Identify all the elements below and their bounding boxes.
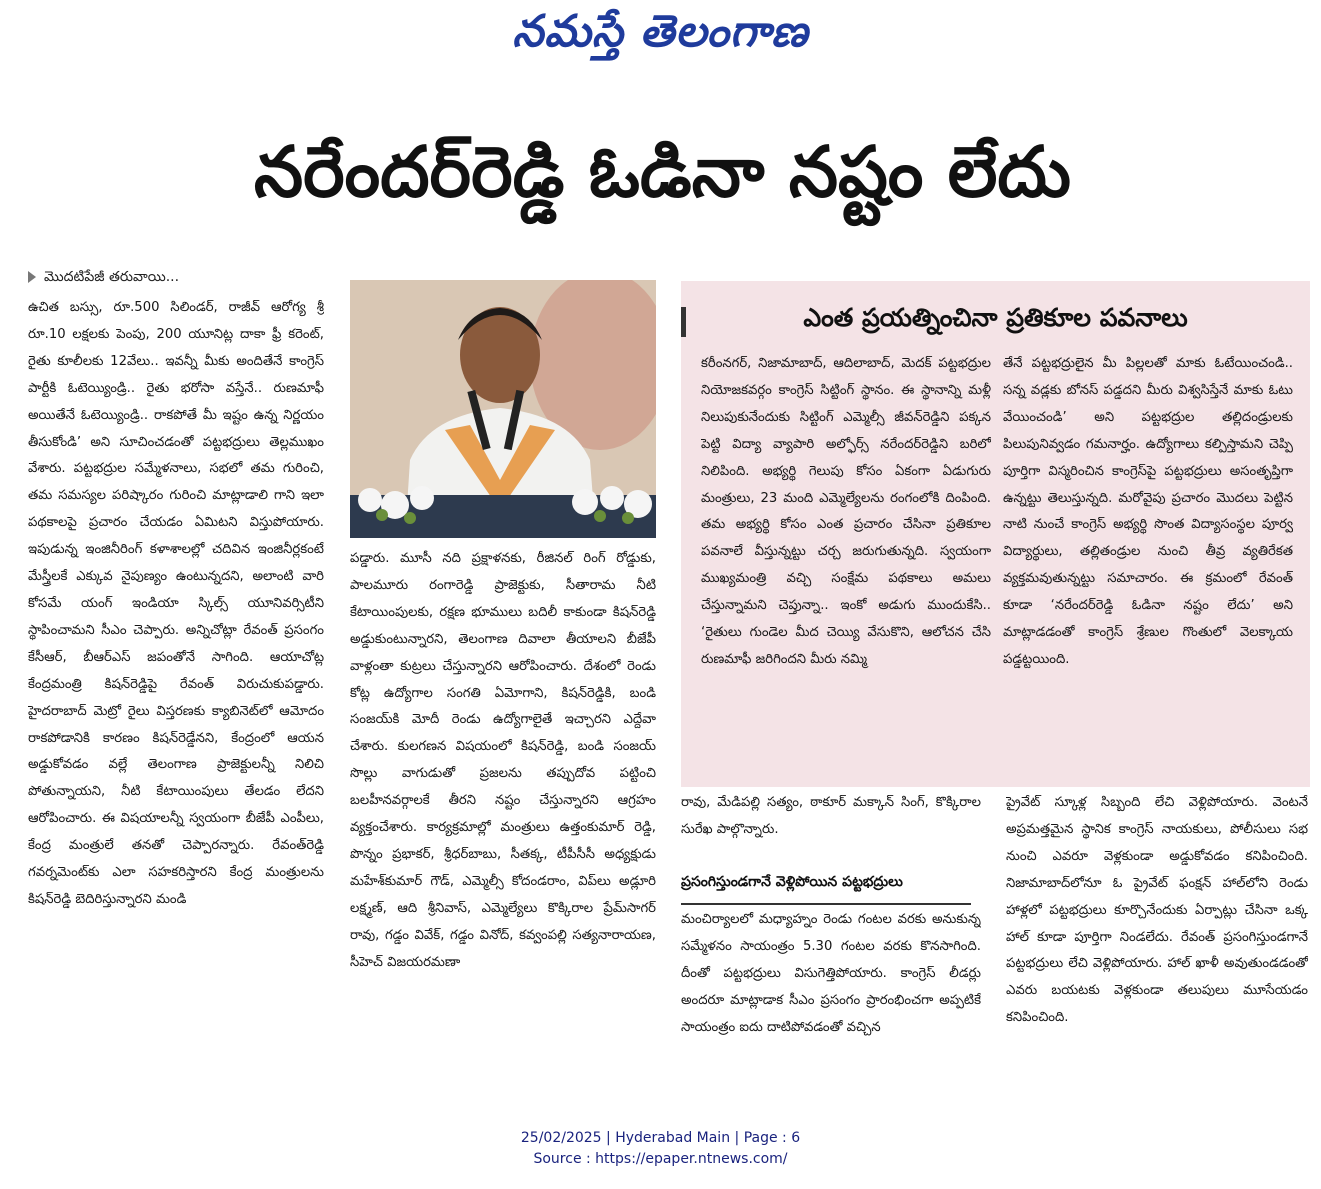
sidebar-story-title: ఎంత ప్రయత్నించినా ప్రతికూల పవనాలు [681,303,1310,339]
sidebar-column-1-text: కరీంనగర్, నిజామాబాద్, ఆదిలాబాద్, మెదక్ పట్టభద్రుల నియోజకవర్గం కాంగ్రెస్ సిట్టింగ్ స్థానం. ఈ స్థానాన్ని మళ్లీ నిలుపుకునేందుకు సిట్టింగ్ ఎమ్మెల్సీ జీవన్‌రెడ్డిని పక్కన పెట్టి విద్యా వ్యాపారి అల్ఫోర్స్ నరేందర్‌రెడ్డిని బరిలో నిలిపింది. అభ్యర్థి గెలుపు కోసం ఏకంగా ఏడుగురు మంత్రులు, 23 మంది ఎమ్మెల్యేలను రంగంలోకి దింపింది. తమ అభ్యర్థి కోసం ఎంత ప్రచారం చేసినా ప్రతికూల పవనాలే వీస్తున్నట్టు చర్చ జరుగుతున్నది. స్వయంగా ముఖ్యమంత్రి వచ్చి సంక్షేమ పథకాలు అమలు చేస్తున్నామని చెప్తున్నా.. ఇంకో అడుగు ముందుకేసి.. ‘రైతులు గుండెల మీద చెయ్యి వేసుకొని, ఆలోచన చేసి రుణమాఫీ జరిగిందని మీరు నమ్మి [701,356,991,667]
speaker-photo-illustration [350,280,656,538]
continued-from-front-page [28,269,179,288]
footer [0,1128,1321,1170]
masthead: నమస్తే తెలంగాణ [512,6,809,57]
article-column-3-bottom [681,907,981,1110]
sidebar-story-box [681,281,1310,787]
sub-heading-text: ప్రసంగిస్తుండగానే వెళ్లిపోయిన పట్టభద్రులు [681,874,903,890]
kicker-text: మొదటిపేజీ తరువాయి... [44,269,180,285]
column-1-text: ఉచిత బస్సు, రూ.500 సిలిండర్, రాజీవ్ ఆరోగ్య శ్రీ రూ.10 లక్షలకు పెంపు, 200 యూనిట్ల దాకా ఫ్రీ కరెంట్, రైతు కూలీలకు 12వేలు.. ఇవన్నీ మీకు అందితేనే కాంగ్రెస్ పార్టీకి ఓటెయ్యిండ్రి.. రైతు భరోసా వస్తేనే.. రుణమాఫీ అయితేనే ఓటెయ్యిండ్రి.. రాకపోతే మీ ఇష్టం ఉన్న నిర్ణయం తీసుకోండి’ అని సూచించడంతో పట్టభద్రులు తెల్లముఖం వేశారు. పట్టభద్రుల సమ్మేళనాలు, సభలో తమ గురించి, తమ సమస్యల పరిష్కారం గురించి మాట్లాడాలి గాని ఇలా పథకాలపై ప్రచారం చేయడం ఏమిటని విస్తుపోయారు. ఇపుడున్న ఇంజినీరింగ్ కళాశాలల్లో చదివిన ఇంజినీర్లకంటే మేస్త్రీలకే ఎక్కువ నైపుణ్యం ఉంటున్నదని, అలాంటి వారి కోసమే యంగ్ ఇండియా స్కిల్స్ యూనివర్సిటీని స్థాపించామని సీఎం చెప్పారు. అన్నిచోట్లా రేవంత్ ప్రసంగం కేసీఆర్, బీఆర్ఎస్ జపంతోనే సాగింది. ఆయాచోట్ల కేంద్రమంత్రి కిషన్‌రెడ్డిపై రేవంత్ విరుచుకుపడ్డారు. హైదరాబాద్ మెట్రో రైలు విస్తరణకు క్యాబినెట్‌లో ఆమోదం రాకపోడానికి కారణం కిషన్‌రెడ్డేనని, కేంద్రంలో ఆయన అడ్డుకోవడం వల్లే తెలంగాణ ప్రాజెక్టులన్నీ నిలిచి పోతున్నాయని, నీటి కేటాయింపులు తేలడం లేదని ఆరోపించారు. ఈ విషయాలన్నీ స్వయంగా బీజేపీ ఎంపీలు, కేంద్ర మంత్రులే తనతో చెప్పారన్నారు. రేవంత్‌రెడ్డి గవర్నమెంట్‌కు ఎలా సహకరిస్తారని కేంద్ర మంత్రులను కిషన్‌రెడ్డి బెదిరిస్తున్నారని మండి [28,300,324,907]
article-column-1 [28,295,324,1110]
sidebar-story-column-1 [701,351,991,781]
footer-date-edition: 25/02/2025 | Hyderabad Main | Page : 6 [520,1130,801,1146]
column-3-bottom-text: మంచిర్యాలలో మధ్యాహ్నం రెండు గంటల వరకు అనుకున్న సమ్మేళనం సాయంత్రం 5.30 గంటల వరకు కొనసాగింది. దీంతో పట్టభద్రులు విసుగెత్తిపోయారు. కాంగ్రెస్ లీడర్లు అందరూ మాట్లాడాక సీఎం ప్రసంగం ప్రారంభించగా అప్పటికే సాయంత్రం ఐదు దాటిపోవడంతో వచ్చిన [681,912,981,1035]
sidebar-story-column-2 [1003,351,1293,781]
column-2-text: పడ్డారు. మూసీ నది ప్రక్షాళనకు, రీజినల్ రింగ్ రోడ్డుకు, పాలమూరు రంగారెడ్డి ప్రాజెక్టుకు, సీతారామ నీటి కేటాయింపులకు, రక్షణ భూములు బదిలీ కాకుండా కిషన్‌రెడ్డి అడ్డుకుంటున్నారని, తెలంగాణ దివాలా తీయాలని బీజేపీ వాళ్లంతా కుట్రలు చేస్తున్నారని ఆరోపించారు. దేశంలో రెండు కోట్ల ఉద్యోగాల సంగతి ఏమోగాని, కిషన్‌రెడ్డికి, బండి సంజయ్‌కి మోదీ రెండు ఉద్యోగాలైతే ఇచ్చారని ఎద్దేవా చేశారు. కులగణన విషయంలో కిషన్‌రెడ్డి, బండి సంజయ్ సొల్లు వాగుడుతో ప్రజలను తప్పుదోవ పట్టించి బలహీనవర్గాలకే తీరని నష్టం చేస్తున్నారని ఆగ్రహం వ్యక్తంచేశారు. కార్యక్రమాల్లో మంత్రులు ఉత్తంకుమార్ రెడ్డి, పొన్నం ప్రభాకర్, శ్రీధర్‌బాబు, సీతక్క, టీపీసీసీ అధ్యక్షుడు మహేశ్‌కుమార్ గౌడ్, ఎమ్మెల్సీ కోదండరాం, విప్‌లు అడ్లూరి లక్ష్మణ్, ఆది శ్రీనివాస్, ఎమ్మెల్యేలు కొక్కిరాల ప్రేమ్‌సాగర్ రావు, గడ్డం వివేక్, గడ్డం వినోద్, కవ్వంపల్లి సత్యనారాయణ, సీహెచ్ విజయరమణా [350,551,656,970]
headline: నరేందర్‌రెడ్డి ఓడినా నష్టం లేదు [254,131,1071,213]
article-column-3-top [681,790,981,852]
sidebar-column-2-text: తేనే పట్టభద్రులైన మీ పిల్లలతో మాకు ఓటేయించండి.. సన్న వడ్లకు బోనస్ పడ్డదని మీరు విశ్వసిస్తేనే మాకు ఓటు వేయించండి’ అని పట్టభద్రుల తల్లిదండ్రులకు పిలుపునివ్వడం గమనార్హం. ఉద్యోగాలు కల్పిస్తామని చెప్పి పూర్తిగా విస్మరించిన కాంగ్రెస్‌పై పట్టభద్రులు అసంతృప్తిగా ఉన్నట్టు తెలుస్తున్నది. మరోవైపు ప్రచారం మొదలు పెట్టిన నాటి నుంచే కాంగ్రెస్ అభ్యర్థి సొంత విద్యాసంస్థల పూర్వ విద్యార్థులు, తల్లితండ్రుల నుంచి తీవ్ర వ్యతిరేకత వ్యక్తమవుతున్నట్టు సమాచారం. ఈ క్రమంలో రేవంత్ కూడా ‘నరేందర్‌రెడ్డి ఓడినా నష్టం లేదు’ అని మాట్లాడడంతో కాంగ్రెస్ శ్రేణుల గొంతులో వెలక్కాయ పడ్డట్టయింది. [1003,356,1293,667]
article-column-2 [350,546,656,1110]
article-column-4 [1006,790,1308,1110]
sub-heading [681,874,971,909]
arrow-right-icon [28,271,36,283]
news-photo [350,280,656,538]
footer-source: Source : https://epaper.ntnews.com/ [533,1151,788,1167]
column-4-text: ప్రైవేట్ స్కూళ్ల సిబ్బంది లేచి వెళ్లిపోయారు. వెంటనే అప్రమత్తమైన స్థానిక కాంగ్రెస్ నాయకులు, పోలీసులు సభ నుంచి ఎవరూ వెళ్లకుండా అడ్డుకోవడం కనిపించింది. నిజామాబాద్‌లోనూ ఓ ప్రైవేట్ ఫంక్షన్ హాల్‌లోని రెండు హాళ్లలో పట్టభద్రులు కూర్చొనేందుకు ఏర్పాట్లు చేసినా ఒక్క హాల్ కూడా పూర్తిగా నిండలేదు. రేవంత్ ప్రసంగిస్తుండగానే పట్టభద్రులు లేచి వెళ్లిపోయారు. హాల్ ఖాళీ అవుతుండడంతో ఎవరు బయటకు వెళ్లకుండా తలుపులు మూసేయడం కనిపించింది. [1006,795,1308,1026]
sub-heading-underline [681,903,971,905]
column-3-top-text: రావు, మేడిపల్లి సత్యం, ఠాకూర్ మక్కాన్ సింగ్, కొక్కిరాల సురేఖ పాల్గొన్నారు. [681,795,981,837]
